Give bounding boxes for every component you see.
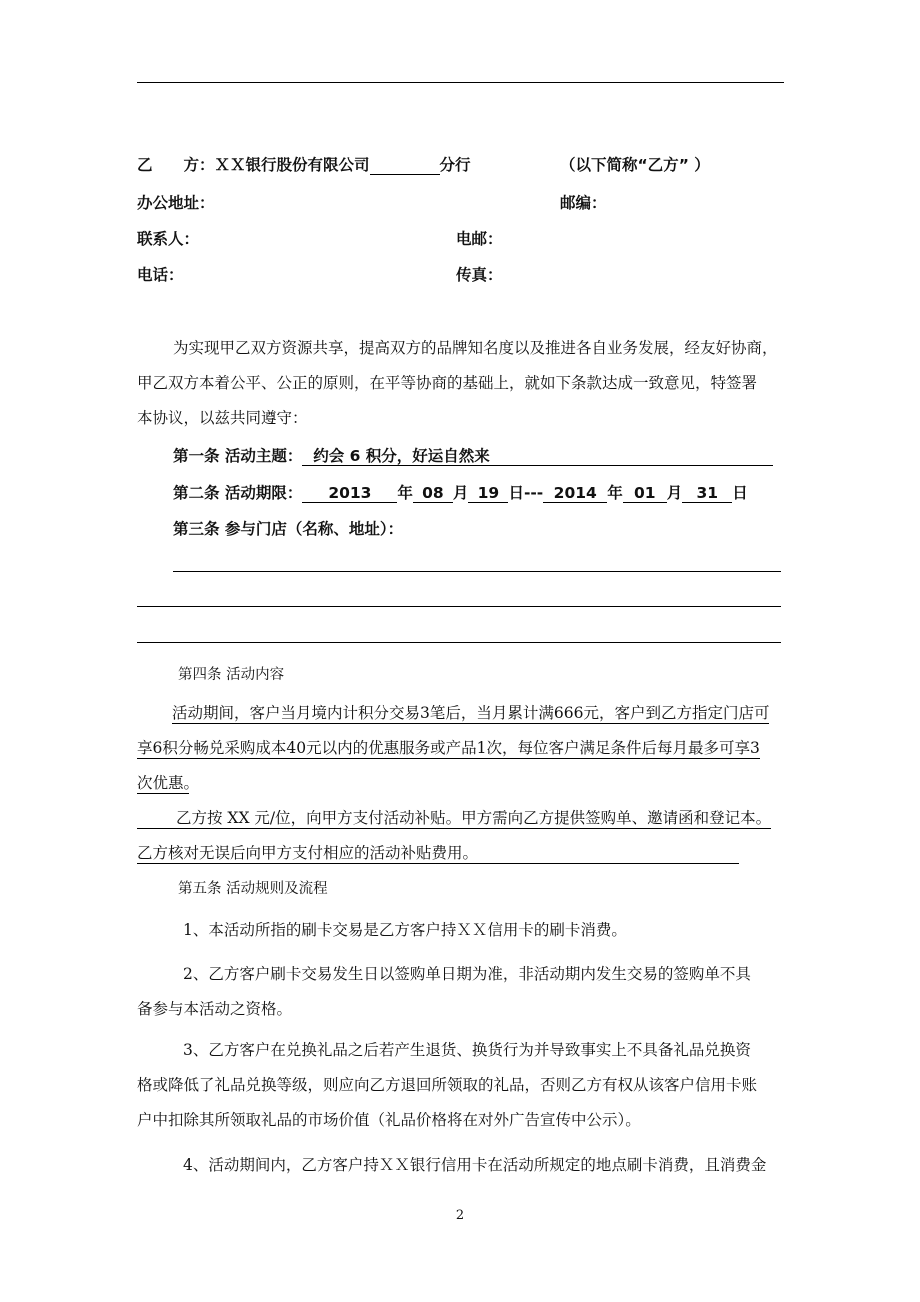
end-day: 31 (682, 484, 732, 503)
article-4-label: 第四条 活动内容 (178, 667, 285, 683)
start-year: 2013 (302, 484, 397, 503)
rule-3-line-1: 3、乙方客户在兑换礼品之后若产生退货、换货行为并导致事实上不具备礼品兑换资 (183, 1041, 751, 1059)
year-unit: 年 (607, 484, 623, 502)
rule-4-line-1: 4、活动期间内，乙方客户持ＸＸ银行信用卡在活动所规定的地点刷卡消费，且消费金 (183, 1156, 767, 1174)
start-month: 08 (413, 484, 453, 503)
intro-line-3: 本协议，以兹共同遵守： (137, 409, 308, 427)
end-month: 01 (623, 484, 667, 503)
address-label: 办公地址： (137, 194, 215, 212)
date-separator: 日--- (508, 484, 544, 502)
zip-label: 邮编： (560, 194, 607, 212)
rule-1: 1、本活动所指的刷卡交易是乙方客户持ＸＸ信用卡的刷卡消费。 (183, 921, 627, 939)
rule-3-line-3: 户中扣除其所领取礼品的市场价值（礼品价格将在对外广告宣传中公示）。 (137, 1111, 641, 1129)
article-4-p1-line-3: 次优惠。 (137, 774, 200, 792)
store-blank-line-1 (173, 571, 781, 572)
header-rule (137, 82, 784, 83)
article-4-p1-line-1: 活动期间，客户当月境内计积分交易3笔后，当月累计满666元，客户到乙方指定门店可 (172, 704, 770, 722)
phone-label: 电话： (137, 266, 184, 284)
party-b-name: ＸＸ银行股份有限公司 (214, 156, 370, 174)
branch-blank (370, 156, 440, 175)
contact-person-label: 联系人： (137, 230, 200, 248)
fax-label: 传真： (456, 266, 503, 284)
store-blank-line-2 (137, 606, 781, 607)
article-2-label: 第二条 活动期限： (173, 484, 303, 502)
year-unit: 年 (397, 484, 413, 502)
party-b-row (137, 155, 471, 175)
rule-3-line-2: 格或降低了礼品兑换等级，则应向乙方退回所领取的礼品，否则乙方有权从该客户信用卡账 (137, 1076, 758, 1094)
intro-line-2: 甲乙双方本着公平、公正的原则，在平等协商的基础上，就如下条款达成一致意见，特签署 (137, 374, 758, 392)
article-2 (173, 483, 748, 503)
article-1 (173, 446, 773, 466)
party-b-branch: 分行 (439, 156, 471, 174)
rule-2-line-2: 备参与本活动之资格。 (137, 1000, 293, 1018)
store-blank-line-3 (137, 642, 781, 643)
party-b-label: 乙 方： (137, 156, 215, 174)
end-year: 2014 (543, 484, 607, 503)
article-1-label: 第一条 活动主题： (173, 447, 303, 465)
page-number: 2 (455, 1208, 465, 1223)
rule-2-line-1: 2、乙方客户刷卡交易发生日以签购单日期为准，非活动期内发生交易的签购单不具 (183, 965, 751, 983)
article-1-theme (302, 447, 773, 466)
start-day: 19 (468, 484, 508, 503)
article-3-label: 第三条 参与门店（名称、地址）： (173, 520, 404, 538)
intro-line-1: 为实现甲乙双方资源共享，提高双方的品牌知名度以及推进各自业务发展，经友好协商， (173, 339, 778, 357)
article-4-p2-line-2: 乙方核对无误后向甲方支付相应的活动补贴费用。 (137, 843, 739, 864)
email-label: 电邮： (456, 230, 503, 248)
day-unit: 日 (732, 484, 748, 502)
month-unit: 月 (452, 484, 469, 502)
month-unit: 月 (666, 484, 683, 502)
article-4-p2-line-1: 乙方按 XX 元/位，向甲方支付活动补贴。甲方需向乙方提供签购单、邀请函和登记本。 (137, 808, 771, 829)
party-b-alias: （以下简称“乙方” ） (560, 156, 710, 174)
article-1-theme-text: 约会 6 积分，好运自然来 (313, 447, 490, 465)
article-5-label: 第五条 活动规则及流程 (178, 881, 328, 897)
article-4-p1-line-2: 享6积分畅兑采购成本40元以内的优惠服务或产品1次，每位客户满足条件后每月最多可享3 (137, 739, 760, 757)
